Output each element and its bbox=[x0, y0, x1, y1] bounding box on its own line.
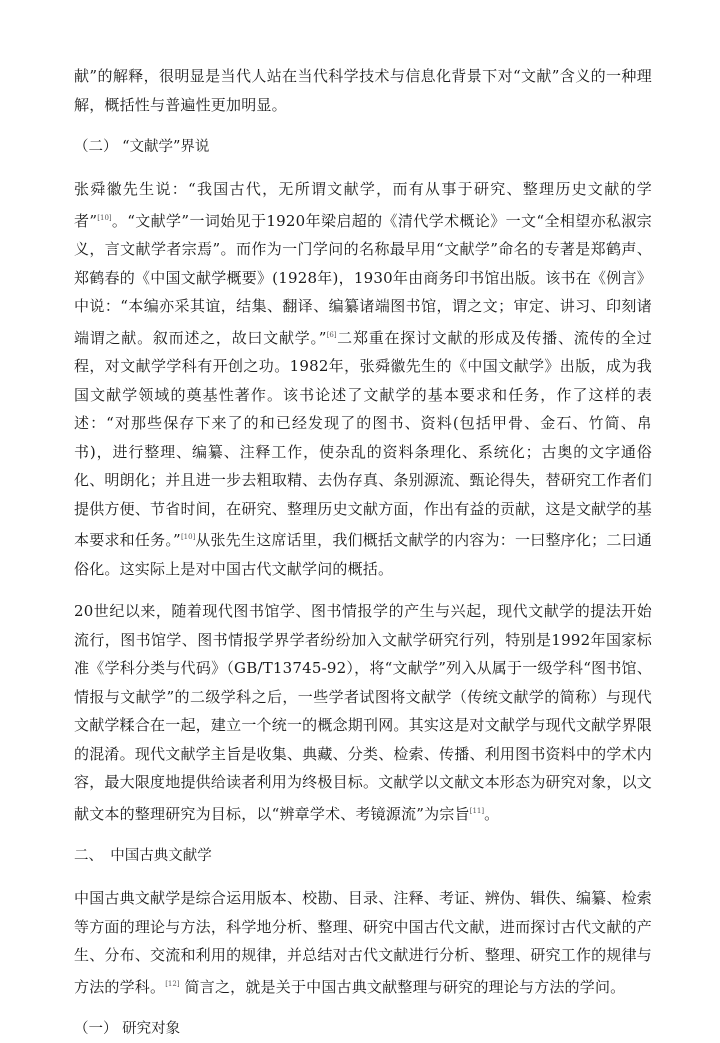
citation-ref: [11] bbox=[469, 806, 485, 815]
section-heading-classical-philology: 二、 中国古典文献学 bbox=[74, 848, 212, 864]
text-segment: 从张先生这席话里，我们概括文献学的内容为：一曰整序化；二曰通俗化。这实际上是对中国古代文献学问的概括。 bbox=[74, 531, 652, 578]
text-segment: 中国古典文献学是综合运用版本、校勘、目录、注释、考证、辨伪、辑佚、编纂、检索等方面的理论与方法，科学地分析、整理、研究中国古代文献，进而探讨古代文献的产生、分布、交流和利用的规律，并总结对古代文献进行分析、整理、研究工作的规律与方法的学科。 bbox=[74, 889, 652, 996]
text-segment: 。 bbox=[484, 804, 500, 823]
citation-ref: [6] bbox=[326, 330, 337, 339]
paragraph-20th-century bbox=[74, 597, 652, 828]
subheading-wenxianxue-definition: （二） “文献学”界说 bbox=[74, 139, 210, 155]
text-segment: 20世纪以来，随着现代图书馆学、图书情报学的产生与兴起，现代文献学的提法开始流行，图书馆学、图书情报学界学者纷纷加入文献学研究行列，特别是1992年国家标准《学科分类与代码》（GB/T13745-92），将“文献学”列入从属于一级学科“图书馆、情报与文献学”的二级学科之后，一些学者试图将文献学（传统文献学的简称）与现代文献学糅合在一起，建立一个统一的概念期刊网。其实这是对文献学与现代文献学界限的混淆。现代文献学主旨是收集、典藏、分类、检索、传播、利用图书资料中的学术内容，最大限度地提供给读者利用为终极目标。文献学以文献文本形态为研究对象，以文献文本的整理研究为目标，以“辨章学术、考镜源流”为宗旨 bbox=[74, 602, 652, 823]
paragraph-zhang-shunhui bbox=[74, 175, 652, 583]
paragraph-classical-philology bbox=[74, 884, 652, 1001]
text-segment: 二郑重在探讨文献的形成及传播、流传的全过程，对文献学学科有开创之功。1982年，张舜徽先生的《中国文献学》出版，成为我国文献学领域的奠基性著作。该书论述了文献学的基本要求和任务，作了这样的表述：“对那些保存下来了的和已经发现了的图书、资料(包括甲骨、金石、竹简、帛书)，进行整理、编纂、注释工作，使杂乱的资料条理化、系统化；古奥的文字通俗化、明朗化；并且进一步去粗取精、去伪存真、条别源流、甄论得失，替研究工作者们提供方便、节省时间，在研究、整理历史文献方面，作出有益的贡献，这是文献学的基本要求和任务。” bbox=[74, 328, 652, 549]
citation-ref: [10] bbox=[180, 533, 196, 541]
document-page bbox=[74, 62, 652, 1043]
subheading-research-object: （一） 研究对象 bbox=[74, 1021, 181, 1037]
paragraph-intro: 献”的解释，很明显是当代人站在当代科学技术与信息化背景下对“文献”含义的一种理解，概括性与普遍性更加明显。 bbox=[74, 67, 652, 114]
citation-ref: [12] bbox=[165, 979, 180, 988]
text-segment: 简言之，就是关于中国古典文献整理与研究的理论与方法的学问。 bbox=[179, 977, 626, 996]
text-segment: 。“文献学”一词始见于1920年梁启超的《清代学术概论》一文“全相望亦私淑宗义，言文献学者宗焉”。而作为一门学问的名称最早用“文献学”命名的专著是郑鹤声、郑鹤春的《中国文献学概要》(1928年)，1930年由商务印书馆出版。该书在《例言》中说：“本编亦采其谊，结集、翻译、编纂诸端图书馆，谓之文；审定、讲习、印刻诸端谓之献。叙而述之，故曰文献学。” bbox=[74, 211, 652, 347]
citation-ref: [10] bbox=[97, 213, 112, 222]
text-segment: 张舜徽先生说：“我国古代，无所谓文献学，而有从事于研究、整理历史文献的学者” bbox=[74, 180, 652, 230]
